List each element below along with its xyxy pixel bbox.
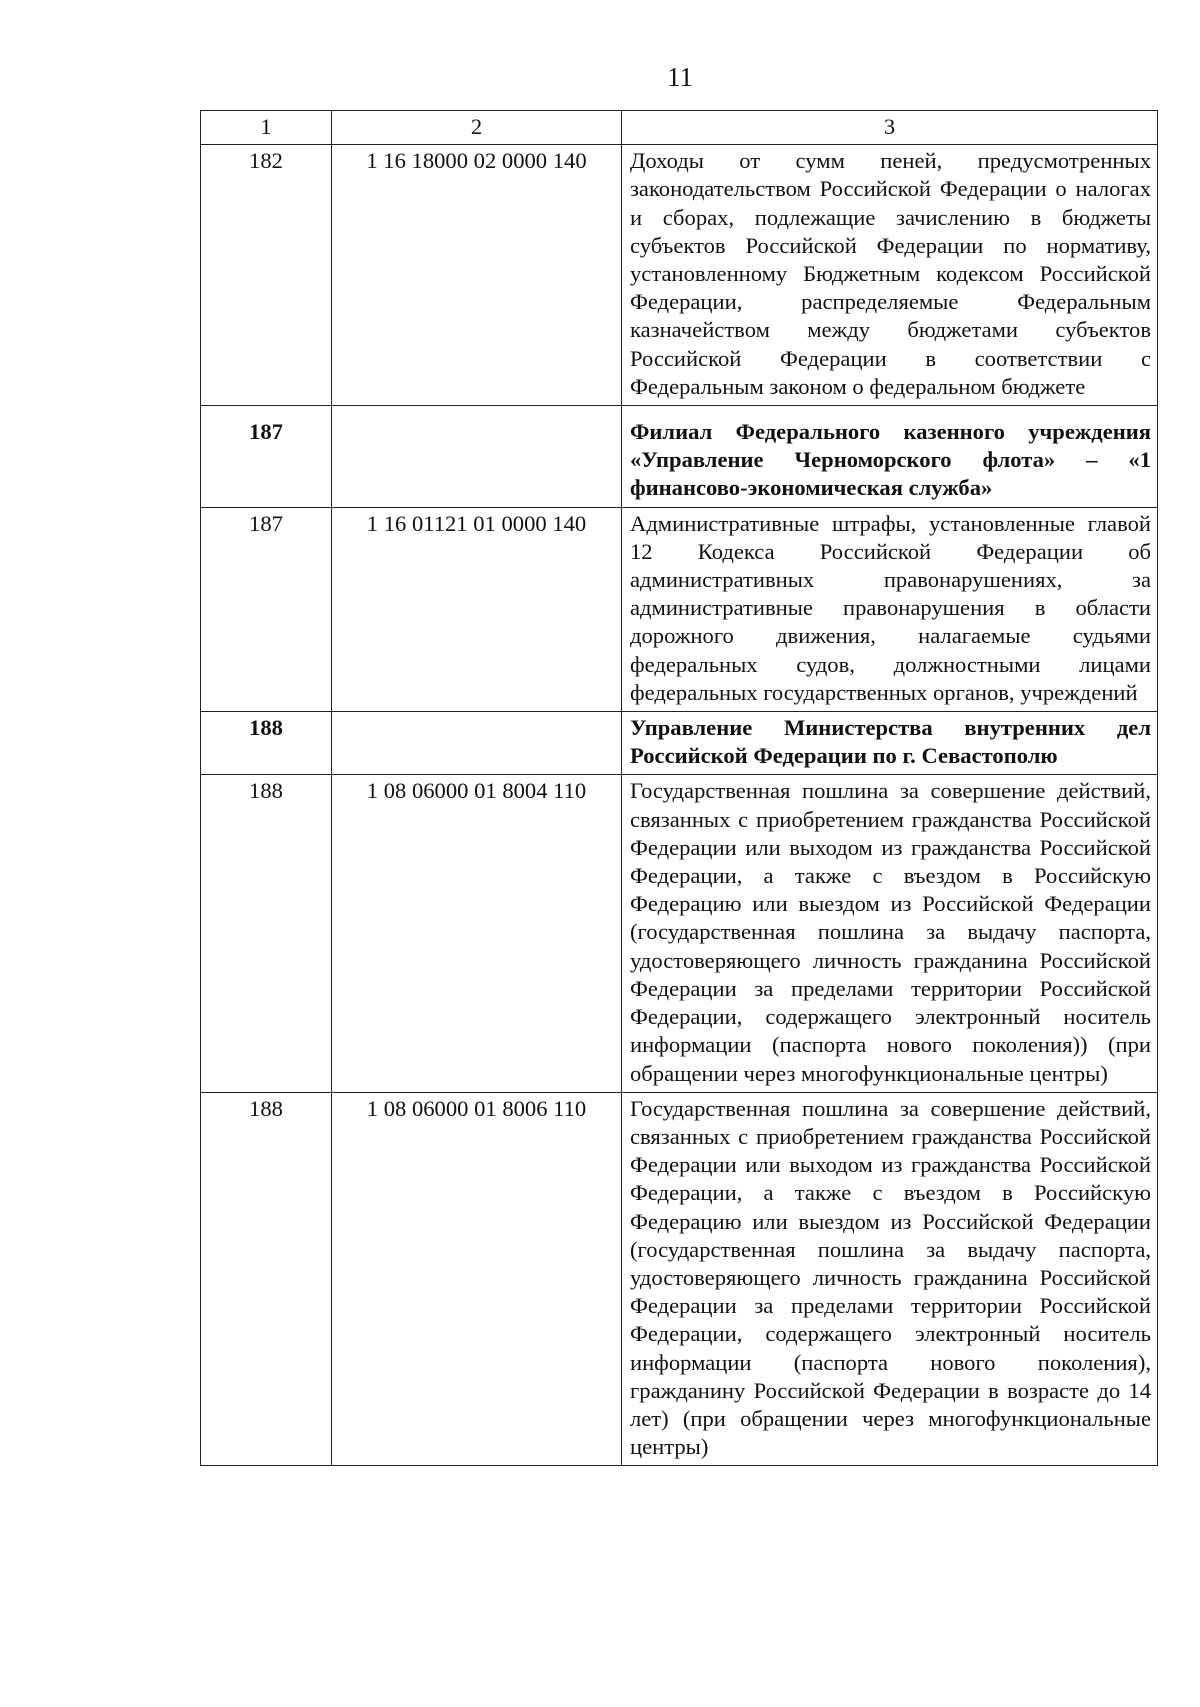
description-cell: Доходы от сумм пеней, предусмотренных законодательством Российской Федерации о налогах и сборах, подлежащие зачислению в бюджеты субъектов Российской Федерации по нормативу, установленному Бюджетным кодексом Российской Федерации, распределяемые Федеральным казначейством между бюджетами субъектов Российской Федерации в соответствии с Федеральным законом о федеральном бюджете	[622, 145, 1158, 406]
administrator-name-cell: Управление Министерства внутренних дел Российской Федерации по г. Севастополю	[622, 712, 1158, 775]
kbk-code-cell	[332, 712, 622, 775]
admin-code-cell: 188	[201, 712, 332, 775]
admin-code-cell: 187	[201, 507, 332, 711]
header-col-3: 3	[622, 111, 1158, 145]
description-cell: Административные штрафы, установленные главой 12 Кодекса Российской Федерации об административных правонарушениях, за административные правонарушения в области дорожного движения, налагаемые судьями федеральных судов, должностными лицами федеральных государственных органов, учреждений	[622, 507, 1158, 711]
table-row	[201, 145, 1158, 406]
kbk-code-cell: 1 08 06000 01 8006 110	[332, 1092, 622, 1466]
kbk-code-cell	[332, 406, 622, 508]
kbk-code-cell: 1 16 18000 02 0000 140	[332, 145, 622, 406]
description-cell: Государственная пошлина за совершение действий, связанных с приобретением гражданства Российской Федерации или выходом из гражданства Российской Федерации, а также с въездом в Российскую Федерацию или выездом из Российской Федерации (государственная пошлина за выдачу паспорта, удостоверяющего личность гражданина Российской Федерации за пределами территории Российской Федерации, содержащего электронный носитель информации (паспорта нового поколения)) (при обращении через многофункциональные центры)	[622, 775, 1158, 1092]
table-header-row	[201, 111, 1158, 145]
admin-code-cell: 187	[201, 406, 332, 508]
table-row	[201, 507, 1158, 711]
admin-code-cell: 188	[201, 1092, 332, 1466]
admin-code-cell: 188	[201, 775, 332, 1092]
table-row	[201, 1092, 1158, 1466]
table-row-admin-header	[201, 406, 1158, 508]
description-cell: Государственная пошлина за совершение действий, связанных с приобретением гражданства Российской Федерации или выходом из гражданства Российской Федерации, а также с въездом в Российскую Федерацию или выездом из Российской Федерации (государственная пошлина за выдачу паспорта, удостоверяющего личность гражданина Российской Федерации за пределами территории Российской Федерации, содержащего электронный носитель информации (паспорта нового поколения), гражданину Российской Федерации в возрасте до 14 лет) (при обращении через многофункциональные центры)	[622, 1092, 1158, 1466]
revenue-codes-table	[200, 110, 1158, 1466]
page-number: 11	[667, 62, 693, 92]
table-row-admin-header	[201, 712, 1158, 775]
administrator-name-cell: Филиал Федерального казенного учреждения «Управление Черноморского флота» – «1 финансово-экономическая служба»	[622, 406, 1158, 508]
admin-code-cell: 182	[201, 145, 332, 406]
kbk-code-cell: 1 16 01121 01 0000 140	[332, 507, 622, 711]
kbk-code-cell: 1 08 06000 01 8004 110	[332, 775, 622, 1092]
header-col-1: 1	[201, 111, 332, 145]
table-row	[201, 775, 1158, 1092]
header-col-2: 2	[332, 111, 622, 145]
